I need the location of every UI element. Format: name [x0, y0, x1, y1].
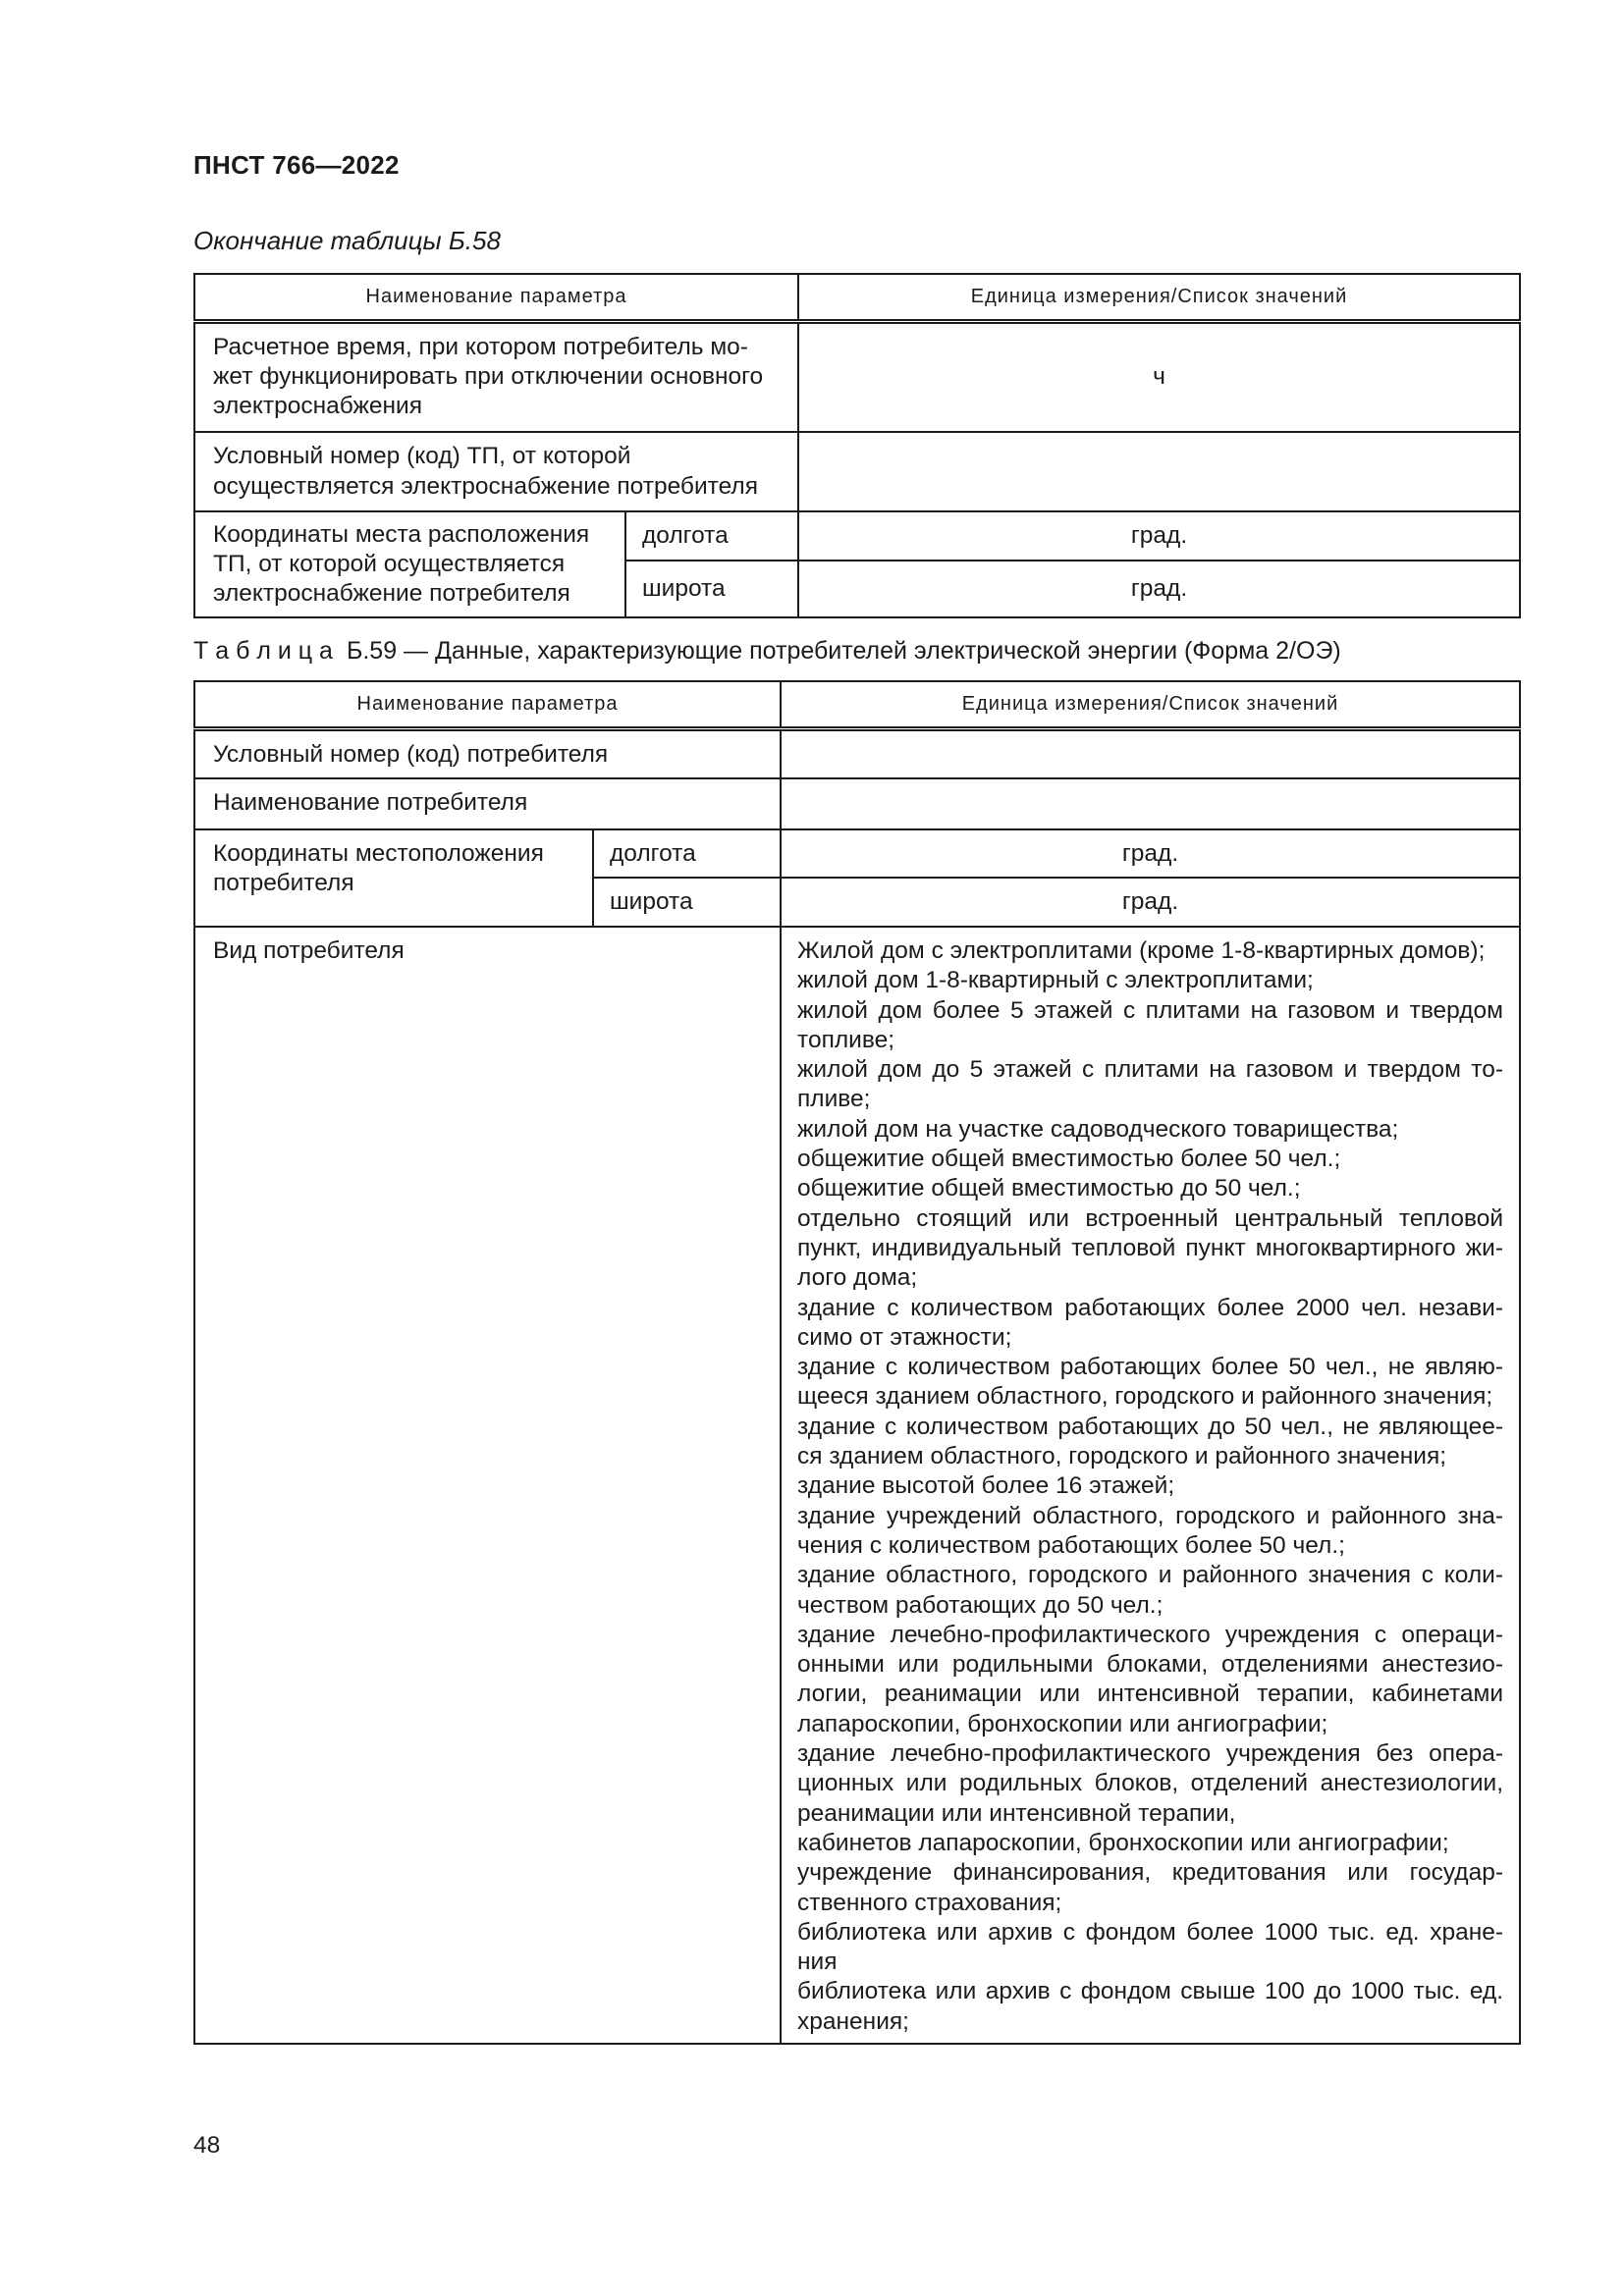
- consumer-type-line: топливе;: [797, 1026, 895, 1053]
- consumer-type-item: [797, 1621, 1503, 1739]
- unit-cell: град.: [798, 511, 1520, 561]
- unit-cell: град.: [798, 561, 1520, 617]
- consumer-type-item: [797, 1918, 1503, 1978]
- consumer-type-line: хранения;: [797, 2007, 909, 2035]
- consumer-type-line: здание с количеством работающих до 50 чел., не являющее-: [797, 1413, 1504, 1440]
- param-cell: [194, 829, 593, 927]
- table-b58: [193, 273, 1521, 618]
- header-param: Наименование параметра: [194, 274, 798, 321]
- header-unit: Единица измерения/Список значений: [798, 274, 1520, 321]
- table-header-row: [194, 681, 1520, 728]
- table-caption: [193, 635, 1341, 667]
- param-line: ТП, от которой осуществляется: [213, 550, 566, 577]
- consumer-type-line: здание областного, городского и районного значения с коли-: [797, 1562, 1504, 1589]
- consumer-type-item: [797, 1353, 1503, 1413]
- consumer-type-line: логии, реанимации или интенсивной терапии, кабинетами: [797, 1681, 1504, 1708]
- consumer-type-line: щееся зданием областного, городского и районного значения;: [797, 1383, 1493, 1411]
- sub-param-latitude: широта: [625, 561, 798, 617]
- consumer-type-line: библиотека или архив с фондом более 1000 тыс. ед. хране-: [797, 1918, 1504, 1946]
- consumer-type-line: пливе;: [797, 1086, 871, 1113]
- sub-param-longitude: долгота: [593, 829, 781, 878]
- consumer-type-line: учреждение финансирования, кредитования или государ-: [797, 1859, 1504, 1887]
- param-cell: Наименование потребителя: [194, 778, 781, 829]
- consumer-type-line: реанимации или интенсивной терапии,: [797, 1799, 1236, 1827]
- sub-param-latitude: широта: [593, 878, 781, 927]
- unit-cell: [781, 778, 1520, 829]
- consumer-type-item: [797, 936, 1503, 966]
- unit-cell: град.: [781, 878, 1520, 927]
- param-cell: [194, 321, 798, 432]
- unit-cell: ч: [798, 321, 1520, 432]
- consumer-type-item: [797, 1055, 1503, 1115]
- param-line: электроснабжение потребителя: [213, 580, 570, 608]
- consumer-type-line: здание лечебно-профилактического учреждения с операци-: [797, 1621, 1504, 1648]
- consumer-type-line: общежитие общей вместимостью более 50 чел.;: [797, 1146, 1341, 1173]
- consumer-type-line: отдельно стоящий или встроенный центральный тепловой: [797, 1204, 1504, 1232]
- table-row: [194, 321, 1520, 432]
- consumer-type-line: ционных или родильных блоков, отделений анестезиологии,: [797, 1770, 1504, 1797]
- param-line: электроснабжения: [213, 393, 423, 420]
- table-continuation-label: Окончание таблицы Б.58: [193, 226, 501, 255]
- param-cell: Условный номер (код) потребителя: [194, 728, 781, 778]
- consumer-type-line: кабинетов лапароскопии, бронхоскопии или ангиографии;: [797, 1829, 1449, 1856]
- table-row: [194, 432, 1520, 511]
- consumer-type-item: [797, 1413, 1503, 1472]
- consumer-type-item: [797, 1204, 1503, 1294]
- unit-cell: град.: [781, 829, 1520, 878]
- param-line: Координаты местоположения: [213, 840, 544, 867]
- consumer-type-line: жилой дом 1-8-квартирный с электроплитами;: [797, 967, 1314, 994]
- consumer-type-line: чеством работающих до 50 чел.;: [797, 1591, 1164, 1619]
- consumer-type-line: Жилой дом с электроплитами (кроме 1-8-квартирных домов);: [797, 937, 1486, 964]
- consumer-type-line: ственного страхования;: [797, 1889, 1062, 1916]
- table-row: [194, 778, 1520, 829]
- consumer-type-list: [781, 927, 1520, 2044]
- table-row: [194, 511, 1520, 561]
- consumer-type-item: [797, 1471, 1503, 1501]
- consumer-type-item: [797, 1174, 1503, 1203]
- consumer-type-line: пункт, индивидуальный тепловой пункт многоквартирного жи-: [797, 1234, 1504, 1261]
- sub-param-longitude: долгота: [625, 511, 798, 561]
- table-row: [194, 927, 1520, 2044]
- consumer-type-line: здание учреждений областного, городского и районного зна-: [797, 1502, 1504, 1529]
- table-row: [194, 728, 1520, 778]
- unit-cell: [781, 728, 1520, 778]
- param-line: Координаты места расположения: [213, 520, 590, 548]
- consumer-type-line: лого дома;: [797, 1264, 918, 1292]
- consumer-type-item: [797, 1829, 1503, 1858]
- param-cell: Вид потребителя: [194, 927, 781, 2044]
- consumer-type-line: симо от этажности;: [797, 1323, 1012, 1351]
- param-line: потребителя: [213, 870, 354, 897]
- consumer-type-item: [797, 1145, 1503, 1174]
- consumer-type-line: лапароскопии, бронхоскопии или ангиографии;: [797, 1710, 1328, 1737]
- consumer-type-item: [797, 1977, 1503, 2037]
- param-line: осуществляется электроснабжение потребителя: [213, 472, 758, 500]
- consumer-type-line: библиотека или архив с фондом свыше 100 до 1000 тыс. ед.: [797, 1978, 1504, 2005]
- consumer-type-line: здание с количеством работающих более 2000 чел. незави-: [797, 1294, 1504, 1321]
- consumer-type-line: жилой дом на участке садоводческого товарищества;: [797, 1115, 1399, 1143]
- consumer-type-line: жилой дом более 5 этажей с плитами на газовом и твердом: [797, 996, 1504, 1024]
- param-line: Условный номер (код) ТП, от которой: [213, 443, 631, 470]
- consumer-type-line: ся зданием областного, городского и районного значения;: [797, 1443, 1447, 1470]
- consumer-type-item: [797, 1739, 1503, 1829]
- param-line: Расчетное время, при котором потребитель мо-: [213, 333, 748, 360]
- consumer-type-line: онными или родильными блоками, отделениями анестезио-: [797, 1651, 1504, 1679]
- consumer-type-line: здание с количеством работающих более 50 чел., не являю-: [797, 1354, 1504, 1381]
- table-b59: [193, 680, 1521, 2045]
- param-cell: [194, 511, 625, 617]
- consumer-type-line: жилой дом до 5 этажей с плитами на газовом и твердом то-: [797, 1056, 1504, 1084]
- table-caption-text: Б.59 — Данные, характеризующие потребителей электрической энергии (Форма 2/ОЭ): [346, 637, 1341, 665]
- unit-cell: [798, 432, 1520, 511]
- table-row: [194, 829, 1520, 878]
- consumer-type-line: общежитие общей вместимостью до 50 чел.;: [797, 1175, 1301, 1202]
- consumer-type-item: [797, 996, 1503, 1056]
- header-param: Наименование параметра: [194, 681, 781, 728]
- consumer-type-item: [797, 1561, 1503, 1621]
- consumer-type-item: [797, 1858, 1503, 1918]
- param-cell: [194, 432, 798, 511]
- consumer-type-item: [797, 1502, 1503, 1562]
- consumer-type-item: [797, 966, 1503, 995]
- consumer-type-line: ния: [797, 1949, 838, 1976]
- param-line: жет функционировать при отключении основного: [213, 363, 764, 391]
- table-header-row: [194, 274, 1520, 321]
- consumer-type-line: здание высотой более 16 этажей;: [797, 1472, 1175, 1500]
- page-number: 48: [193, 2132, 221, 2159]
- consumer-type-item: [797, 1115, 1503, 1145]
- consumer-type-item: [797, 1294, 1503, 1354]
- consumer-type-line: чения с количеством работающих более 50 чел.;: [797, 1531, 1345, 1559]
- document-header: ПНСТ 766—2022: [193, 150, 400, 180]
- table-caption-label: Т а б л и ц а: [193, 637, 333, 665]
- header-unit: Единица измерения/Список значений: [781, 681, 1520, 728]
- consumer-type-line: здание лечебно-профилактического учреждения без опера-: [797, 1740, 1504, 1768]
